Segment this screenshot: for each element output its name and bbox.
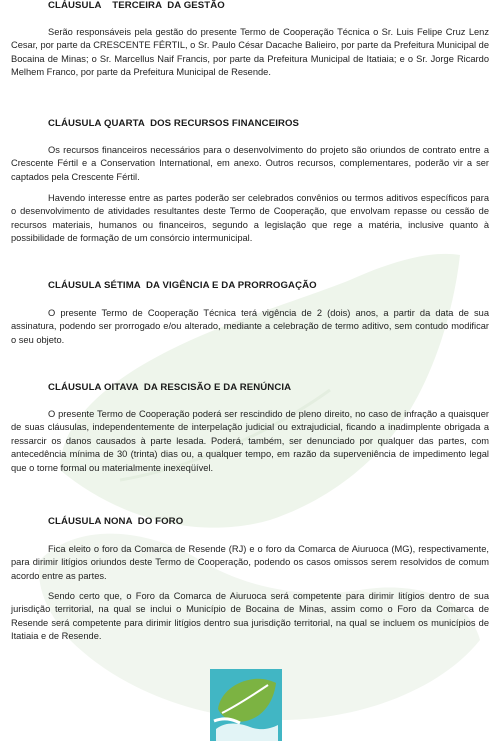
clause-heading-recursos: CLÁUSULA QUARTA DOS RECURSOS FINANCEIROS (48, 118, 300, 129)
clause-paragraph: Fica eleito o foro da Comarca de Resende (RJ) e o foro da Comarca de Aiuruoca (MG), respectivamente, para dirimir litígios oriundos deste Termo de Cooperação, podendo os casos omissos serem resolvidos de comum acordo entre as partes. (11, 544, 489, 581)
clause-heading-vigencia: CLÁUSULA SÉTIMA DA VIGÊNCIA E DA PRORROGAÇÃO (48, 280, 317, 291)
crescente-fertil-logo-icon (210, 669, 282, 741)
clause-paragraph: Os recursos financeiros necessários para o desenvolvimento do projeto são oriundos de contrato entre a Crescente Fértil e a Conservation International, em anexo. Outros recursos, complementares, poderão vir a ser captados pela Crescente Fértil. (11, 145, 489, 182)
clause-paragraph: O presente Termo de Cooperação poderá ser rescindido de pleno direito, no caso de infração a quaisquer de suas cláusulas, independentemente de interpelação judicial ou extrajudicial, ficando a inadimplente obrigada a ressarcir os danos causados à parte lesada. Poderá, também, ser denunciado por qualquer das partes, com antecedência mínima de 30 (trinta) dias ou, a qualquer tempo, em razão da superveniência de impedimento legal que o torne formal ou materialmente inexeqüível. (11, 409, 489, 473)
clause-heading-foro: CLÁUSULA NONA DO FORO (48, 516, 184, 527)
clause-paragraph: Serão responsáveis pela gestão do presente Termo de Cooperação Técnica o Sr. Luis Felipe Cruz Lenz Cesar, por parte da CRESCENTE FÉRTIL, o Sr. Paulo César Dacache Balieiro, por parte da Prefeitura Municipal de Bocaina de Minas; o Sr. Marcellus Naif Francis, por parte da Prefeitura Municipal de Itatiaia; e o Sr. Jorge Ricardo Melhem Franco, por parte da Prefeitura Municipal de Resende. (11, 27, 489, 78)
clause-heading-rescisao: CLÁUSULA OITAVA DA RESCISÃO E DA RENÚNCIA (48, 382, 292, 393)
clause-paragraph: Sendo certo que, o Foro da Comarca de Aiuruoca será competente para dirimir litígios dentro de sua jurisdição territorial, na qual se inclui o Município de Bocaina de Minas, assim como o Foro da Comarca de Resende será competente para dirimir litígios dentro sua jurisdição territorial, na qual se incluem os municípios de Itatiaia e de Resende. (11, 591, 489, 642)
clause-heading-gestao: CLÁUSULA TERCEIRA DA GESTÃO (48, 0, 225, 11)
clause-paragraph: Havendo interesse entre as partes poderão ser celebrados convênios ou termos aditivos específicos para o desenvolvimento de atividades resultantes deste Termo de Cooperação, que envolvam repasse ou cessão de recursos materiais, humanos ou financeiros, segundo a legislação que rege a matéria, inclusive quanto à possibilidade de formação de um consórcio intermunicipal. (11, 193, 489, 244)
clause-paragraph: O presente Termo de Cooperação Técnica terá vigência de 2 (dois) anos, a partir da data de sua assinatura, podendo ser prorrogado e/ou alterado, mediante a celebração de termo aditivo, sem contudo modificar o seu objeto. (11, 308, 489, 345)
